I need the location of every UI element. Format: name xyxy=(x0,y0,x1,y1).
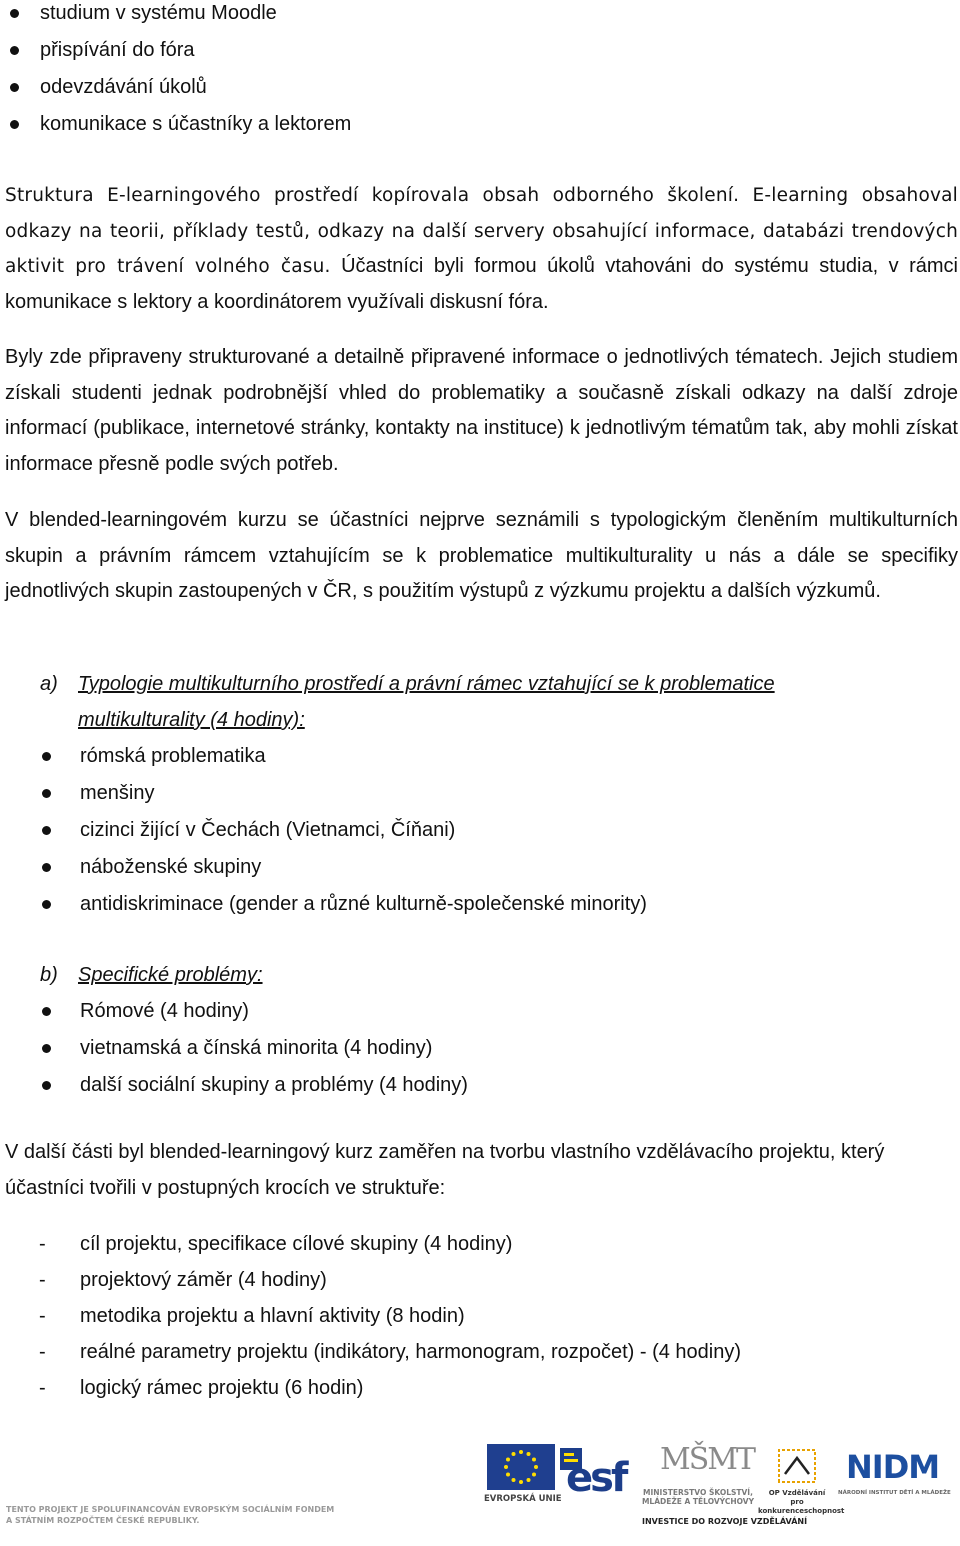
msmt-label: MŠMT xyxy=(660,1442,754,1477)
section-title: multikulturality (4 hodiny): xyxy=(78,709,305,731)
list-item: - logický rámec projektu (6 hodin) xyxy=(80,1370,741,1406)
list-item: antidiskriminace (gender a různé kulturně-společenské minority) xyxy=(80,886,647,923)
paragraph-blended-learning: V blended-learningovém kurzu se účastníci nejprve seznámili s typologickým členěním multikulturních skupin a právním rámcem vztahujícím se k problematice multikulturality u nás a dále se specifiky jednotlivých skupin zastoupených v ČR, s použitím výstupů z výzkumu projektu a dalších výzkumů. xyxy=(5,509,958,602)
investment-slogan: INVESTICE DO ROZVOJE VZDĚLÁVÁNÍ xyxy=(642,1517,808,1526)
msmt-subtitle-line: MINISTERSTVO ŠKOLSTVÍ, xyxy=(643,1488,753,1497)
eu-flag-logo xyxy=(487,1444,555,1490)
list-item: Rómové (4 hodiny) xyxy=(80,993,468,1030)
op-label-line: pro konkurenceschopnost xyxy=(758,1498,845,1515)
paragraph-project-structure: V další části byl blended-learningový kurz zaměřen na tvorbu vlastního vzdělávacího projektu, který účastníci tvořili v postupných krocích ve struktuře: xyxy=(5,1141,885,1199)
list-item: menšiny xyxy=(80,775,647,812)
list-item: - projektový záměr (4 hodiny) xyxy=(80,1262,741,1298)
list-item: přispívání do fóra xyxy=(40,32,351,69)
list-item: studium v systému Moodle xyxy=(40,0,351,32)
nidm-label: NIDM xyxy=(846,1448,940,1486)
list-item: rómská problematika xyxy=(80,738,647,775)
funding-statement-line: A STÁTNÍM ROZPOČTEM ČESKÉ REPUBLIKY. xyxy=(6,1516,200,1525)
section-a-heading xyxy=(40,666,775,702)
section-marker: b) xyxy=(40,964,58,986)
eu-flag-icon xyxy=(487,1444,555,1490)
section-a-list xyxy=(80,738,647,923)
section-b-list xyxy=(80,993,468,1104)
paragraph-sans-part: Struktura E-learningového prostředí kopírovala obsah odborného školení. E-learning obsahoval odkazy na teorii, příklady testů, odkazy na další servery obsahující informace, databázi trendových aktivit pro trávení volného času. xyxy=(5,185,958,277)
list-item: odevzdávání úkolů xyxy=(40,69,351,106)
project-steps-list xyxy=(80,1226,741,1406)
list-item: cizinci žijící v Čechách (Vietnamci, Číňani) xyxy=(80,812,647,849)
op-logo-icon xyxy=(775,1444,819,1486)
list-item: - reálné parametry projektu (indikátory, harmonogram, rozpočet) - (4 hodiny) xyxy=(80,1334,741,1370)
section-marker: a) xyxy=(40,673,58,695)
section-a-heading-continued xyxy=(78,702,305,738)
section-title: Specifické problémy: xyxy=(78,964,263,986)
list-item: komunikace s účastníky a lektorem xyxy=(40,106,351,143)
funding-statement-line: TENTO PROJEKT JE SPOLUFINANCOVÁN EVROPSKÝM SOCIÁLNÍM FONDEM xyxy=(6,1505,335,1514)
op-label-line: OP Vzdělávání xyxy=(768,1489,826,1497)
paragraph-part: Účastníci byli formou úkolů vtahováni do systému studia, v rámci komunikace s lektory a koordinátorem využívali diskusní fóra. xyxy=(5,255,958,313)
section-title: Typologie multikulturního prostředí a právní rámec vztahující se k problematice xyxy=(78,673,775,695)
nidm-subtitle: NÁRODNÍ INSTITUT DĚTÍ A MLÁDEŽE xyxy=(838,1490,951,1496)
list-item: vietnamská a čínská minorita (4 hodiny) xyxy=(80,1030,468,1067)
esf-logo xyxy=(560,1448,630,1501)
section-b-heading xyxy=(40,957,263,993)
op-label xyxy=(758,1489,845,1516)
funding-logo-band xyxy=(0,1418,960,1546)
msmt-subtitle xyxy=(640,1488,756,1506)
list-item: náboženské skupiny xyxy=(80,849,647,886)
funding-statement xyxy=(6,1504,334,1526)
list-item: další sociální skupiny a problémy (4 hodiny) xyxy=(80,1067,468,1104)
paragraph-elearning-structure xyxy=(5,178,958,319)
esf-label: esf xyxy=(566,1455,626,1501)
top-bullet-list xyxy=(40,0,351,143)
eu-label: EVROPSKÁ UNIE xyxy=(484,1494,562,1504)
list-item: - metodika projektu a hlavní aktivity (8 hodin) xyxy=(80,1298,741,1334)
paragraph-prepared-information: Byly zde připraveny strukturované a detailně připravené informace o jednotlivých tématech. Jejich studiem získali studenti jednak podrobnější vhled do problematiky a současně získali odkazy na další zdroje informací (publikace, internetové stránky, kontakty na instituce) k jednotlivým tématům tak, aby mohli získat informace přesně podle svých potřeb. xyxy=(5,346,958,475)
list-item: - cíl projektu, specifikace cílové skupiny (4 hodiny) xyxy=(80,1226,741,1262)
msmt-subtitle-line: MLÁDEŽE A TĚLOVÝCHOVY xyxy=(641,1497,755,1506)
op-vzdelavani-logo xyxy=(775,1444,819,1486)
nidm-logo xyxy=(846,1448,940,1488)
